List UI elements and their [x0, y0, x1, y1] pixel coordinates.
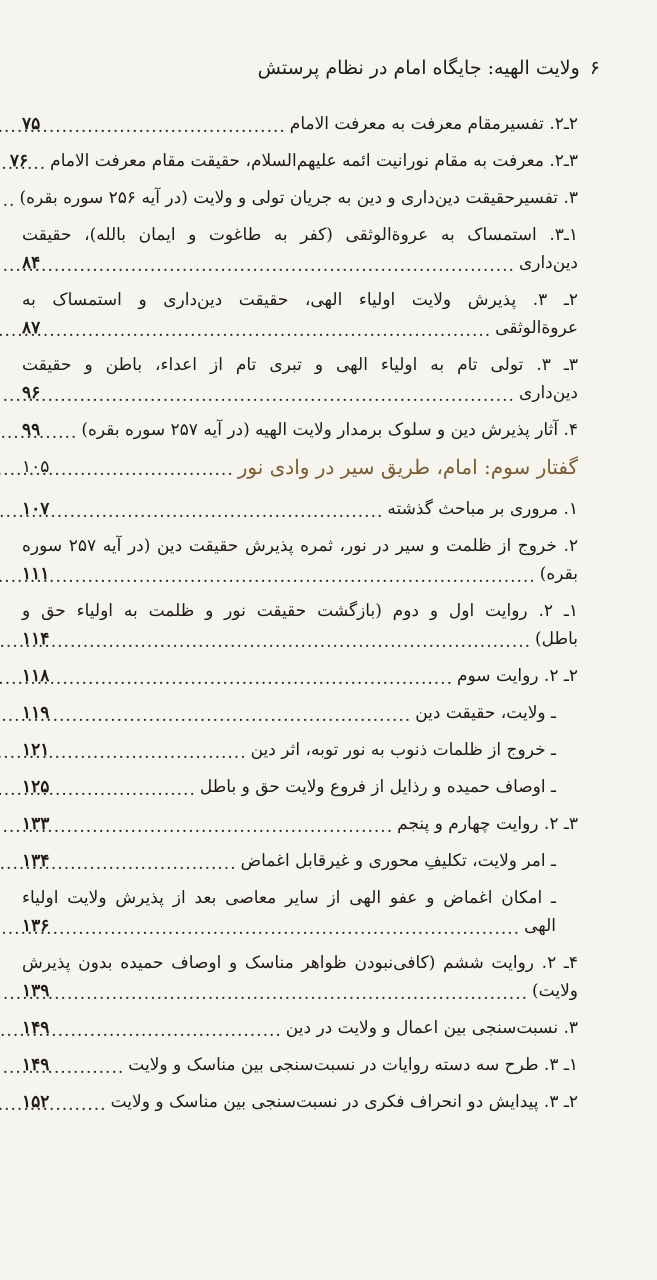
toc-page-number: ۱۱۱: [22, 564, 50, 584]
toc-page-number: ۱۰۷: [22, 499, 50, 519]
toc-page-number: ۱۳۴: [22, 851, 50, 871]
toc-entry-title-continuation: دین‌داری: [518, 383, 578, 403]
toc-entry: [22, 286, 578, 342]
toc-page-number: ۹۶: [22, 383, 41, 403]
toc-entry: [22, 416, 578, 444]
dot-leader: [44, 320, 491, 342]
dot-leader: [44, 255, 515, 277]
toc-page-number: ۱۱۸: [22, 666, 50, 686]
dot-leader: [53, 501, 383, 523]
dot-leader: [44, 385, 515, 407]
dot-leader: [53, 631, 531, 653]
toc-page-number: ۱۰۵: [22, 457, 50, 477]
toc-entry-title-continuation: باطل): [535, 629, 578, 649]
toc-page-number: ۱۱۹: [22, 703, 50, 723]
dot-leader: [53, 668, 453, 690]
toc-page-number: ۱۳۹: [22, 981, 50, 1001]
toc-entry: [22, 847, 578, 875]
toc-entry: [19, 184, 578, 212]
dot-leader: [53, 1094, 106, 1116]
toc-entry-title-line: ۱ـ۳. استمساک به عروة‌الوثقی (کفر به طاغوت و ایمان بالله)، حقیقت: [22, 225, 578, 245]
toc-chapter-heading: [22, 453, 578, 481]
toc-entry: [22, 1014, 578, 1042]
toc-page-number: ۹۹: [22, 420, 41, 440]
dot-leader: [44, 116, 286, 138]
toc-page-number: ۱۳۳: [22, 814, 50, 834]
toc-entry: [22, 949, 578, 1005]
page-header: [0, 54, 600, 82]
toc-entry-title: ۱ـ ۳. طرح سه دسته روایات در نسبت‌سنجی بین مناسک و ولایت: [128, 1055, 578, 1075]
toc-entry-title: ۳ـ۲. معرفت به مقام نورانیت ائمه علیهم‌السلام، حقیقت مقام معرفت الامام: [50, 151, 578, 171]
toc-entry-title-continuation: عروة‌الوثقی: [495, 318, 578, 338]
toc-entry: [22, 597, 578, 653]
toc-entry-title: ۲ـ ۳. پیدایش دو انحراف فکری در نسبت‌سنجی بین مناسک و ولایت: [110, 1092, 578, 1112]
dot-leader: [53, 983, 528, 1005]
toc-page-number: ۷۶: [9, 151, 29, 171]
toc-page-number: ۱۳۶: [22, 916, 50, 936]
dot-leader: [53, 779, 195, 801]
toc-entry: [22, 773, 578, 801]
dot-leader: [53, 459, 233, 481]
dot-leader: [53, 1020, 281, 1042]
toc-entry: [22, 221, 578, 277]
toc-entry: [22, 810, 578, 838]
dot-leader: [53, 853, 236, 875]
toc-entry-title: ـ امر ولایت، تکلیفِ محوری و غیرقابل اغماض: [240, 851, 556, 871]
toc-entry-title-line: ۴ـ ۲. روایت ششم (کافی‌نبودن ظواهر مناسک و اوصاف حمیده بدون پذیرش: [22, 953, 578, 973]
dot-leader: [53, 1057, 124, 1079]
toc-entry: [22, 662, 578, 690]
toc-entry: [22, 1051, 578, 1079]
toc-entry: [22, 110, 578, 138]
toc-entry-title: ـ اوصاف حمیده و رذایل از فروع ولایت حق و باطل: [199, 777, 556, 797]
toc-page-number: ۸۷: [22, 318, 41, 338]
toc-entry-title-line: ۱ـ ۲. روایت اول و دوم (بازگشت حقیقت نور و ظلمت به اولیاء حق و: [22, 601, 578, 621]
toc-entry-title: ۳. تفسیرحقیقت دین‌داری و دین به جریان تولی و ولایت (در آیه ۲۵۶ سوره بقره): [19, 188, 578, 208]
dot-leader: [53, 816, 393, 838]
toc-entry-title: ۳ـ ۲. روایت چهارم و پنجم: [397, 814, 578, 834]
toc-entry-title: گفتار سوم: امام، طریق سیر در وادی نور: [237, 455, 578, 479]
toc-page-number: ۷۵: [22, 114, 41, 134]
page-number: ۶: [589, 57, 600, 79]
dot-leader: [32, 153, 46, 175]
toc-entry-title-continuation: بقره): [539, 564, 578, 584]
dot-leader: [53, 742, 246, 764]
running-title: ولایت الهیه: جایگاه امام در نظام پرستش: [257, 57, 580, 79]
toc-entry: [9, 147, 578, 175]
toc-entry-title: ۳. نسبت‌سنجی بین اعمال و ولایت در دین: [285, 1018, 578, 1038]
table-of-contents: [9, 110, 579, 1125]
toc-entry-title-continuation: ولایت): [532, 981, 578, 1001]
toc-entry-title: ۲ـ ۲. روایت سوم: [456, 666, 578, 686]
toc-page-number: ۸۴: [22, 253, 41, 273]
dot-leader: [53, 566, 535, 588]
toc-entry-title-line: ـ امکان اغماض و عفو الهی از سایر معاصی بعد از پذیرش ولایت اولیاء: [22, 888, 556, 908]
toc-entry: [22, 736, 578, 764]
toc-entry: [22, 699, 578, 727]
toc-page-number: ۱۵۲: [22, 1092, 50, 1112]
toc-entry: [22, 532, 578, 588]
toc-entry-title-line: ۲. خروج از ظلمت و سیر در نور، ثمره پذیرش حقیقت دین (در آیه ۲۵۷ سوره: [22, 536, 579, 556]
toc-entry-title: ـ ولایت، حقیقت دین: [415, 703, 556, 723]
toc-page-number: ۱۴۹: [22, 1055, 50, 1075]
toc-entry: [22, 351, 578, 407]
toc-entry: [22, 884, 578, 940]
toc-entry-title: ۱. مروری بر مباحث گذشته: [387, 499, 578, 519]
dot-leader: [53, 918, 520, 940]
toc-entry: [22, 495, 578, 523]
toc-entry-title: ۴. آثار پذیرش دین و سلوک برمدار ولایت الهیه (در آیه ۲۵۷ سوره بقره): [81, 420, 578, 440]
toc-page-number: ۱۱۴: [22, 629, 50, 649]
toc-entry-title-continuation: الهی: [524, 916, 556, 936]
toc-entry-title: ۲ـ۲. تفسیرمقام معرفت به معرفت الامام: [289, 114, 578, 134]
toc-page-number: ۱۲۵: [22, 777, 50, 797]
toc-entry-title-continuation: دین‌داری: [518, 253, 578, 273]
toc-entry-title-line: ۳ـ ۳. تولی تام به اولیاء الهی و تبری تام از اعداء، باطن و حقیقت: [22, 355, 578, 375]
dot-leader: [53, 705, 411, 727]
dot-leader: [1, 190, 15, 212]
toc-entry: [22, 1088, 578, 1116]
toc-page-number: ۱۲۱: [22, 740, 50, 760]
dot-leader: [44, 422, 77, 444]
toc-page-number: ۱۴۹: [22, 1018, 50, 1038]
toc-entry-title-line: ۲ـ ۳. پذیرش ولایت اولیاء الهی، حقیقت دین‌داری و استمساک به: [22, 290, 578, 310]
toc-entry-title: ـ خروج از ظلمات ذنوب به نور توبه، اثر دین: [250, 740, 556, 760]
